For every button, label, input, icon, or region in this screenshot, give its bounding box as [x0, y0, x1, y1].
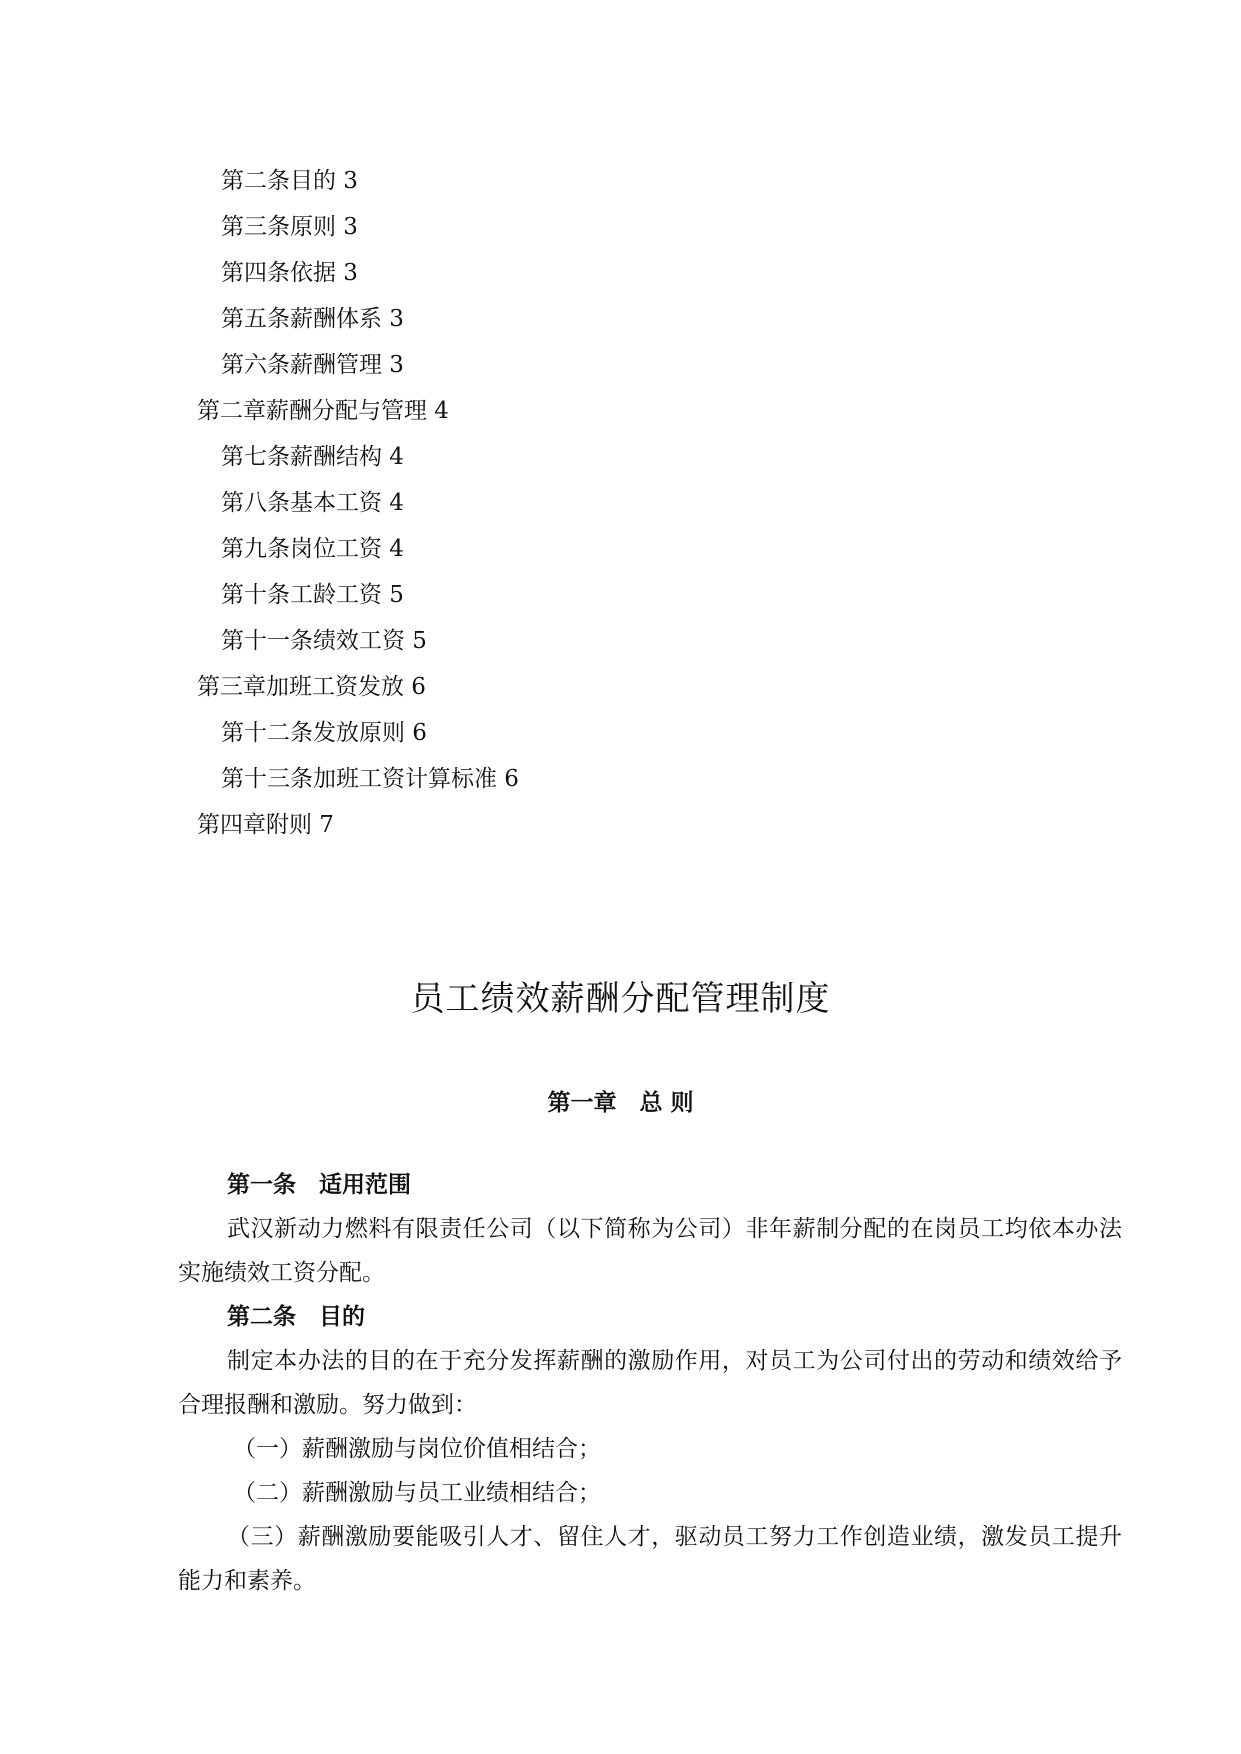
chapter-heading: 第一章 总 则 [547, 1090, 694, 1116]
toc-item[interactable]: 第五条薪酬体系 3 [221, 306, 404, 332]
list-item: （一）薪酬激励与岗位价值相结合； [233, 1436, 601, 1462]
toc-item[interactable]: 第六条薪酬管理 3 [221, 352, 404, 378]
document-body [178, 1163, 1122, 1603]
paragraph: 制定本办法的目的在于充分发挥薪酬的激励作用，对员工为公司付出的劳动和绩效给予合理报酬和激励。努力做到： [178, 1348, 1122, 1418]
toc-item[interactable]: 第十三条加班工资计算标准 6 [221, 766, 519, 792]
article-heading: 第一条 适用范围 [227, 1172, 411, 1198]
article-heading: 第二条 目的 [227, 1304, 365, 1330]
document-title: 员工绩效薪酬分配管理制度 [410, 979, 831, 1019]
toc-item[interactable]: 第二章薪酬分配与管理 4 [197, 398, 449, 424]
toc-item[interactable]: 第三章加班工资发放 6 [197, 674, 426, 700]
table-of-contents [0, 158, 1241, 848]
list-item: （三）薪酬激励要能吸引人才、留住人才，驱动员工努力工作创造业绩，激发员工提升能力和素养。 [178, 1524, 1122, 1594]
toc-item[interactable]: 第三条原则 3 [221, 214, 358, 240]
toc-item[interactable]: 第十一条绩效工资 5 [221, 628, 427, 654]
paragraph: 武汉新动力燃料有限责任公司（以下简称为公司）非年薪制分配的在岗员工均依本办法实施绩效工资分配。 [178, 1216, 1122, 1286]
toc-item[interactable]: 第七条薪酬结构 4 [221, 444, 404, 470]
toc-item[interactable]: 第八条基本工资 4 [221, 490, 404, 516]
toc-item[interactable]: 第十条工龄工资 5 [221, 582, 404, 608]
list-item: （二）薪酬激励与员工业绩相结合； [233, 1480, 601, 1506]
toc-item[interactable]: 第十二条发放原则 6 [221, 720, 427, 746]
toc-item[interactable]: 第四条依据 3 [221, 260, 358, 286]
toc-item[interactable]: 第九条岗位工资 4 [221, 536, 404, 562]
toc-item[interactable]: 第四章附则 7 [197, 812, 334, 838]
toc-item[interactable]: 第二条目的 3 [221, 168, 358, 194]
